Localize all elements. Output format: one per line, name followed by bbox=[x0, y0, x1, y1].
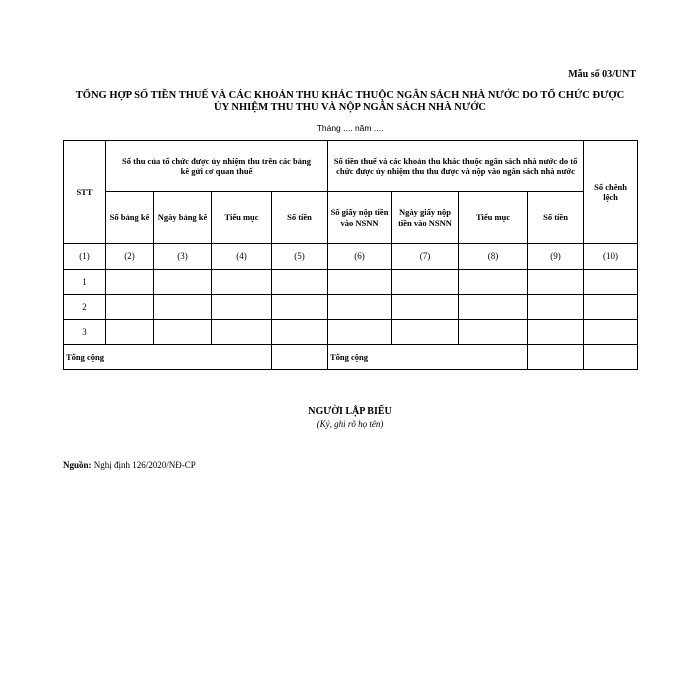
table-cell bbox=[584, 320, 638, 345]
table-cell bbox=[272, 295, 328, 320]
table-cell bbox=[106, 270, 154, 295]
header-payment-date: Ngày giấy nộp tiền vào NSNN bbox=[392, 192, 459, 244]
table-cell bbox=[328, 320, 392, 345]
title-line-1: TỔNG HỢP SỐ TIỀN THUẾ VÀ CÁC KHOẢN THU KHÁC THUỘC NGÂN SÁCH NHÀ NƯỚC DO TỔ CHỨC ĐƯỢC bbox=[75, 90, 625, 101]
index-cell: (2) bbox=[106, 244, 154, 270]
total-amount-right bbox=[528, 345, 584, 370]
table-row bbox=[64, 320, 638, 345]
index-cell: (6) bbox=[328, 244, 392, 270]
header-group-reported: Số thu của tổ chức được ủy nhiệm thu trên các bảng kê gửi cơ quan thuế bbox=[106, 141, 328, 192]
table-cell bbox=[272, 320, 328, 345]
table-cell bbox=[106, 320, 154, 345]
table-cell bbox=[328, 270, 392, 295]
table-cell bbox=[154, 295, 212, 320]
total-label-right: Tổng cộng bbox=[328, 345, 528, 370]
total-label-left: Tổng cộng bbox=[64, 345, 272, 370]
table-cell bbox=[528, 295, 584, 320]
header-amount-1: Số tiền bbox=[272, 192, 328, 244]
header-payment-number: Số giấy nộp tiền vào NSNN bbox=[328, 192, 392, 244]
table-row bbox=[64, 270, 638, 295]
header-list-date: Ngày bảng kê bbox=[154, 192, 212, 244]
table-cell bbox=[584, 295, 638, 320]
table-row bbox=[64, 295, 638, 320]
column-index-row bbox=[64, 244, 638, 270]
table-cell bbox=[154, 270, 212, 295]
index-cell: (9) bbox=[528, 244, 584, 270]
source-text: Nghị định 126/2020/NĐ-CP bbox=[91, 460, 196, 470]
table-cell bbox=[212, 320, 272, 345]
header-stt: STT bbox=[64, 141, 106, 244]
header-difference: Số chênh lệch bbox=[584, 141, 638, 244]
header-sub-item-1: Tiểu mục bbox=[212, 192, 272, 244]
summary-table bbox=[63, 140, 638, 370]
table-cell bbox=[106, 295, 154, 320]
header-group-collected: Số tiền thuế và các khoản thu khác thuộc ngân sách nhà nước do tổ chức được ủy nhiệm thu thu được và nộp vào ngân sách nhà nước bbox=[328, 141, 584, 192]
index-cell: (1) bbox=[64, 244, 106, 270]
signature-block bbox=[0, 405, 700, 430]
header-amount-2: Số tiền bbox=[528, 192, 584, 244]
table-cell bbox=[212, 295, 272, 320]
table-cell bbox=[212, 270, 272, 295]
source-label: Nguồn: bbox=[63, 460, 92, 470]
index-cell: (4) bbox=[212, 244, 272, 270]
table-cell bbox=[528, 320, 584, 345]
table-cell bbox=[154, 320, 212, 345]
page-title bbox=[40, 90, 660, 114]
total-difference bbox=[584, 345, 638, 370]
signer-note: (Ký, ghi rõ họ tên) bbox=[316, 419, 384, 429]
total-row bbox=[64, 345, 638, 370]
index-cell: (8) bbox=[459, 244, 528, 270]
row-number: 3 bbox=[64, 320, 106, 345]
index-cell: (10) bbox=[584, 244, 638, 270]
form-number: Mẫu số 03/UNT bbox=[568, 69, 636, 80]
index-cell: (3) bbox=[154, 244, 212, 270]
row-number: 1 bbox=[64, 270, 106, 295]
table-cell bbox=[272, 270, 328, 295]
index-cell: (5) bbox=[272, 244, 328, 270]
table-cell bbox=[392, 320, 459, 345]
title-line-2: ỦY NHIỆM THU THU VÀ NỘP NGÂN SÁCH NHÀ NƯỚC bbox=[214, 102, 486, 113]
table-cell bbox=[528, 270, 584, 295]
source-note bbox=[63, 460, 196, 470]
table-cell bbox=[459, 295, 528, 320]
table-cell bbox=[328, 295, 392, 320]
reporting-period: Tháng .... năm .... bbox=[316, 123, 384, 133]
table-cell bbox=[392, 270, 459, 295]
row-number: 2 bbox=[64, 295, 106, 320]
table-cell bbox=[392, 295, 459, 320]
table-cell bbox=[584, 270, 638, 295]
table-cell bbox=[459, 320, 528, 345]
signer-role: NGƯỜI LẬP BIỂU bbox=[308, 406, 392, 417]
header-list-number: Số bảng kê bbox=[106, 192, 154, 244]
index-cell: (7) bbox=[392, 244, 459, 270]
header-sub-item-2: Tiểu mục bbox=[459, 192, 528, 244]
total-amount-left bbox=[272, 345, 328, 370]
table-cell bbox=[459, 270, 528, 295]
